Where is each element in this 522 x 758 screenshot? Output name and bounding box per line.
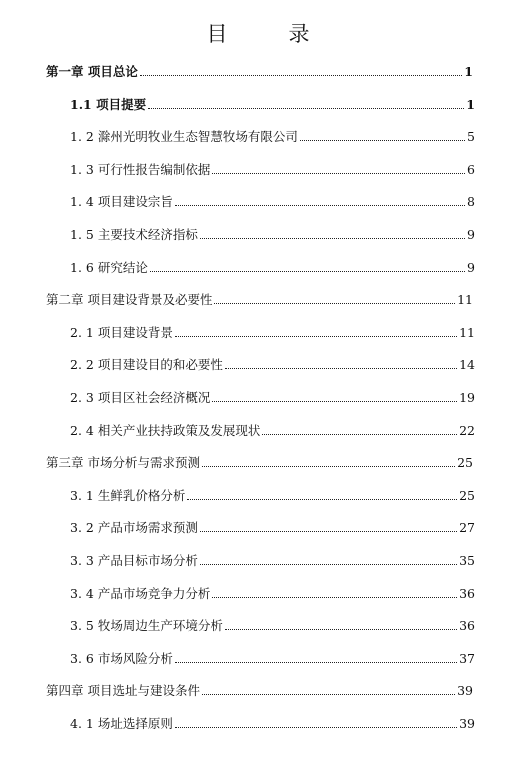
toc-leader-dots bbox=[148, 107, 464, 109]
toc-title: 目 录 bbox=[206, 22, 330, 46]
toc-entry-page: 39 bbox=[457, 683, 473, 699]
toc-entry-page: 9 bbox=[467, 259, 475, 275]
toc-entry[interactable] bbox=[70, 549, 475, 569]
toc-entry-page: 25 bbox=[457, 455, 473, 471]
toc-entry[interactable] bbox=[70, 93, 475, 113]
toc-leader-dots bbox=[225, 628, 457, 630]
toc-leader-dots bbox=[200, 237, 465, 239]
toc-entry-page: 37 bbox=[459, 650, 475, 666]
toc-entry-label: 1. 4 项目建设宗旨 bbox=[70, 194, 173, 210]
toc-entry-label: 1. 3 可行性报告编制依据 bbox=[70, 161, 211, 177]
toc-entry[interactable] bbox=[70, 353, 475, 373]
toc-leader-dots bbox=[187, 498, 457, 500]
toc-entry-label: 3. 1 生鲜乳价格分析 bbox=[70, 487, 186, 503]
toc-entry-page: 5 bbox=[467, 129, 475, 145]
toc-leader-dots bbox=[212, 172, 465, 174]
toc-entry[interactable] bbox=[70, 484, 475, 504]
toc-entry-label: 3. 4 产品市场竞争力分析 bbox=[70, 585, 211, 601]
toc-entry-page: 8 bbox=[467, 194, 475, 210]
toc-leader-dots bbox=[202, 465, 455, 467]
toc-entry-page: 36 bbox=[459, 585, 475, 601]
toc-entry-page: 14 bbox=[459, 357, 475, 373]
toc-entry-page: 22 bbox=[459, 422, 475, 438]
toc-leader-dots bbox=[202, 693, 455, 695]
toc-entry[interactable] bbox=[70, 158, 475, 178]
toc-entry-page: 27 bbox=[459, 520, 475, 536]
toc-entry[interactable] bbox=[46, 60, 473, 80]
toc-entry-label: 3. 3 产品目标市场分析 bbox=[70, 553, 198, 568]
toc-entry-page: 11 bbox=[457, 292, 473, 308]
toc-entry-label: 第三章 市场分析与需求预测 bbox=[46, 455, 200, 471]
toc-entry-label: 2. 2 项目建设目的和必要性 bbox=[70, 357, 223, 373]
toc-entry-page: 11 bbox=[459, 324, 475, 340]
toc-entry-label: 3. 5 牧场周边生产环境分析 bbox=[70, 618, 223, 634]
toc-leader-dots bbox=[175, 204, 465, 206]
toc-entry-label: 2. 1 项目建设背景 bbox=[70, 324, 173, 340]
toc-entry[interactable] bbox=[70, 190, 475, 210]
toc-leader-dots bbox=[175, 335, 457, 337]
toc-entry[interactable] bbox=[70, 516, 475, 536]
toc-entry[interactable] bbox=[70, 582, 475, 602]
toc-entry[interactable] bbox=[70, 256, 475, 276]
toc-entry[interactable] bbox=[46, 288, 473, 308]
toc-leader-dots bbox=[262, 433, 457, 435]
toc-entry-label: 3. 6 市场风险分析 bbox=[70, 650, 173, 666]
toc-leader-dots bbox=[214, 302, 455, 304]
toc-entry-page: 19 bbox=[459, 390, 475, 405]
toc-entry-label: 第一章 项目总论 bbox=[46, 64, 138, 79]
toc-entry-page: 35 bbox=[459, 553, 475, 568]
toc-leader-dots bbox=[200, 563, 457, 565]
toc-entry-label: 2. 3 项目区社会经济概况 bbox=[70, 390, 211, 405]
toc-leader-dots bbox=[225, 367, 457, 369]
toc-entry-page: 36 bbox=[459, 618, 475, 634]
toc-entry[interactable] bbox=[46, 679, 473, 699]
toc-entry-label: 第二章 项目建设背景及必要性 bbox=[46, 292, 213, 308]
toc-entry-page: 1 bbox=[464, 64, 473, 79]
toc-leader-dots bbox=[150, 270, 465, 272]
toc-entry[interactable] bbox=[70, 125, 475, 145]
toc-entry[interactable] bbox=[70, 614, 475, 634]
toc-leader-dots bbox=[300, 139, 465, 141]
toc-entry[interactable] bbox=[70, 321, 475, 341]
toc-entry[interactable] bbox=[70, 419, 475, 439]
toc-leader-dots bbox=[175, 661, 457, 663]
toc-entry-page: 25 bbox=[459, 487, 475, 503]
toc-leader-dots bbox=[140, 74, 462, 76]
toc-entry-label: 2. 4 相关产业扶持政策及发展现状 bbox=[70, 422, 261, 438]
toc-entry[interactable] bbox=[70, 712, 475, 732]
toc-leader-dots bbox=[212, 596, 457, 598]
toc-entry-page: 39 bbox=[459, 716, 475, 731]
toc-entry-label: 第四章 项目选址与建设条件 bbox=[46, 683, 200, 699]
toc-leader-dots bbox=[212, 400, 457, 402]
toc-entry[interactable] bbox=[70, 386, 475, 406]
toc-entry-label: 1.1 项目提要 bbox=[70, 96, 147, 112]
toc-entry[interactable] bbox=[46, 451, 473, 471]
toc-entry-page: 1 bbox=[466, 96, 475, 112]
toc-leader-dots bbox=[175, 726, 457, 728]
toc-entry-label: 3. 2 产品市场需求预测 bbox=[70, 520, 198, 536]
toc-leader-dots bbox=[200, 530, 457, 532]
toc-entry[interactable] bbox=[70, 647, 475, 667]
toc-entry-label: 1. 2 滁州光明牧业生态智慧牧场有限公司 bbox=[70, 129, 298, 145]
toc-entry-page: 6 bbox=[467, 161, 475, 177]
toc-entry-label: 1. 6 研究结论 bbox=[70, 259, 148, 275]
toc-entry-label: 4. 1 场址选择原则 bbox=[70, 716, 173, 731]
toc-entry[interactable] bbox=[70, 223, 475, 243]
toc-entry-label: 1. 5 主要技术经济指标 bbox=[70, 227, 198, 242]
toc-entry-page: 9 bbox=[467, 227, 475, 242]
